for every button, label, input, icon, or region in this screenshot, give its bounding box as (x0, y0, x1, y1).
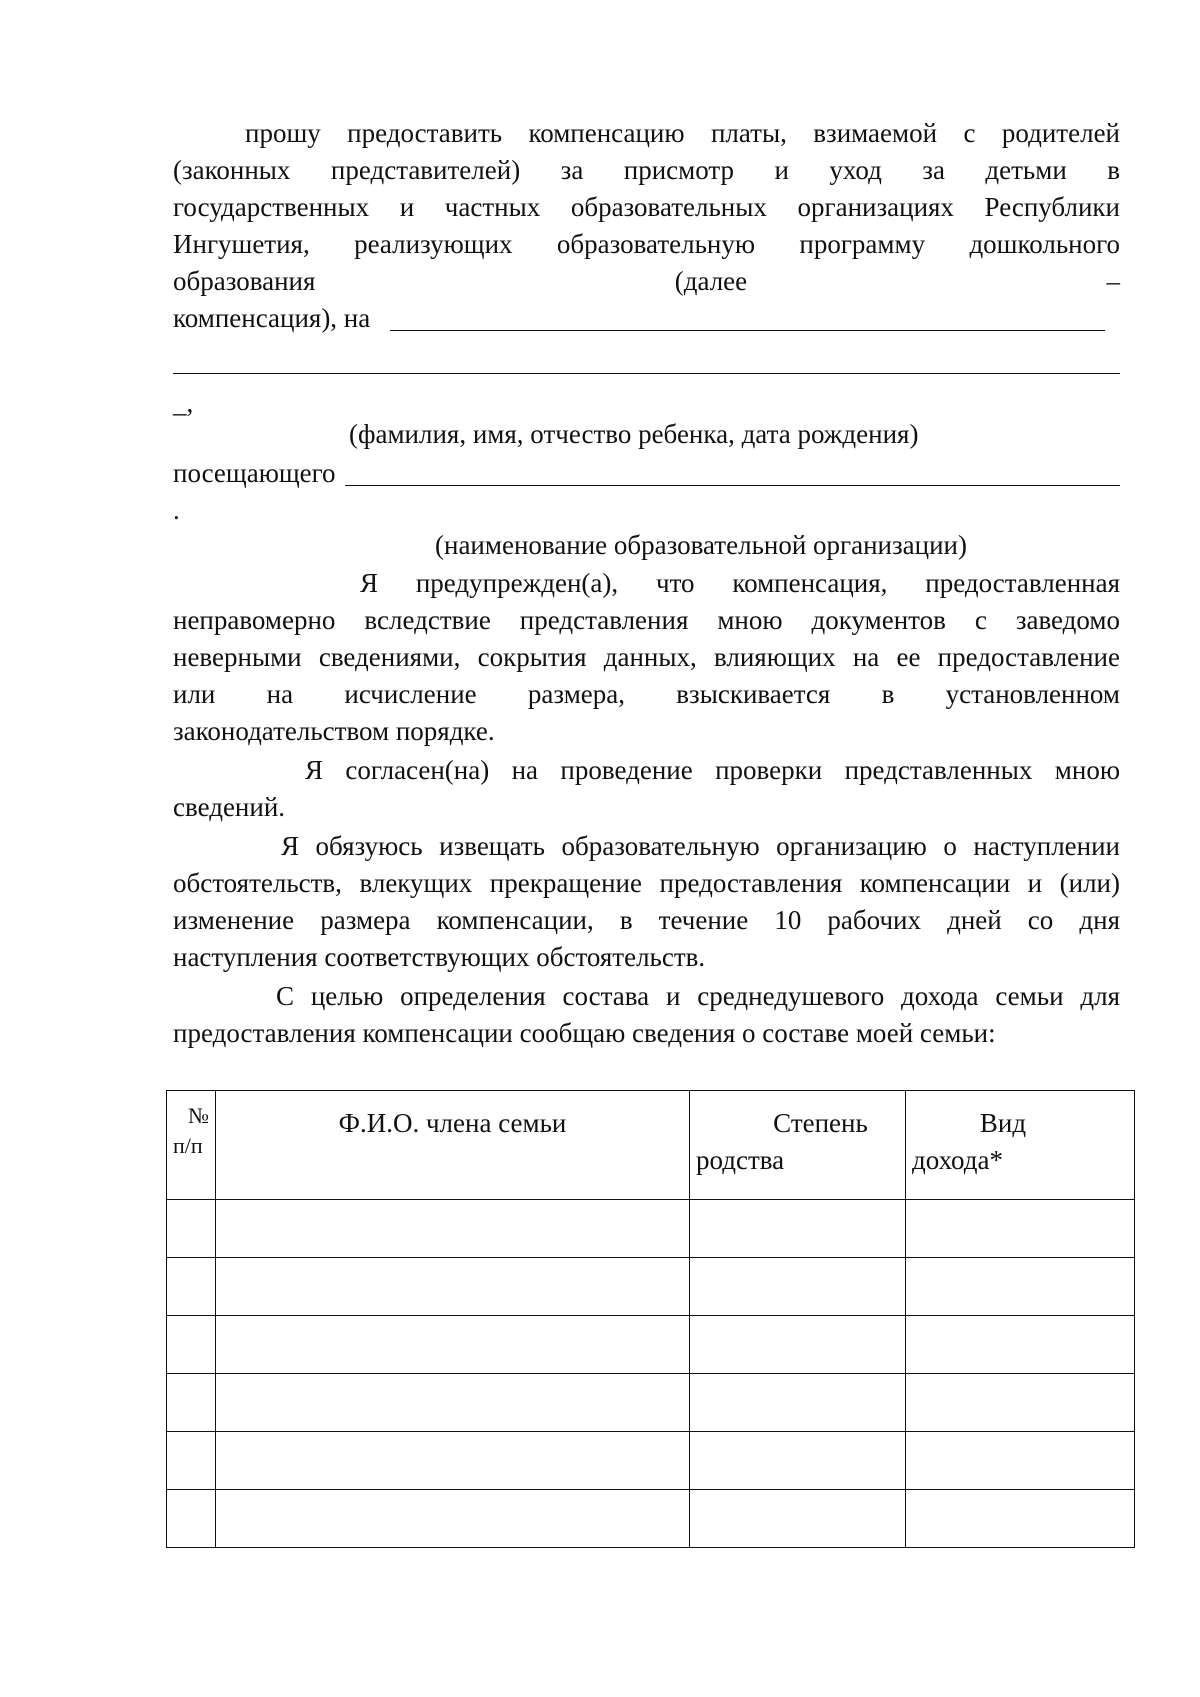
cell-full-name[interactable] (216, 1432, 690, 1490)
warning-line-1: Я предупрежден(а), что компенсация, предоставленная (360, 568, 1120, 598)
compensation-blank-line[interactable] (390, 330, 1105, 331)
table-row (167, 1432, 1135, 1490)
cell-full-name[interactable] (216, 1258, 690, 1316)
cell-number[interactable] (167, 1200, 216, 1258)
header-relationship-1: Степень (773, 1108, 868, 1138)
family-table (166, 1090, 1135, 1548)
header-number-abbr: п/п (173, 1133, 203, 1158)
cell-relationship[interactable] (690, 1316, 906, 1374)
header-income-1: Вид (979, 1108, 1027, 1138)
family-line-2: предоставления компенсации сообщаю сведения о составе моей семьи: (173, 1018, 996, 1048)
cell-number[interactable] (167, 1490, 216, 1548)
family-line-1: С целью определения состава и среднедушевого дохода семьи для (276, 981, 1120, 1011)
request-line-2: (законных представителей) за присмотр и уход за детьми в (173, 155, 1120, 185)
cell-number[interactable] (167, 1374, 216, 1432)
header-number (167, 1091, 216, 1200)
obligation-line-3: изменение размера компенсации, в течение 10 рабочих дней со дня (173, 905, 1120, 935)
cell-income[interactable] (906, 1432, 1135, 1490)
request-line-4: Ингушетия, реализующих образовательную программу дошкольного (173, 229, 1120, 259)
cell-number[interactable] (167, 1316, 216, 1374)
header-relationship-2: родства (696, 1145, 785, 1175)
cell-full-name[interactable] (216, 1316, 690, 1374)
cell-number[interactable] (167, 1258, 216, 1316)
cell-relationship[interactable] (690, 1490, 906, 1548)
table-row (167, 1200, 1135, 1258)
cell-relationship[interactable] (690, 1374, 906, 1432)
obligation-line-1: Я обязуюсь извещать образовательную организацию о наступлении (281, 831, 1120, 861)
cell-relationship[interactable] (690, 1258, 906, 1316)
cell-full-name[interactable] (216, 1374, 690, 1432)
cell-relationship[interactable] (690, 1200, 906, 1258)
table-row (167, 1374, 1135, 1432)
cell-income[interactable] (906, 1258, 1135, 1316)
warning-line-2: неправомерно вследствие представления мною документов с заведомо (173, 605, 1120, 635)
consent-line-1: Я согласен(на) на проведение проверки представленных мною (305, 755, 1120, 785)
header-relationship (690, 1091, 906, 1200)
warning-line-5: законодательством порядке. (173, 716, 495, 746)
cell-full-name[interactable] (216, 1490, 690, 1548)
table-row (167, 1258, 1135, 1316)
obligation-line-2: обстоятельств, влекущих прекращение предоставления компенсации и (или) (173, 868, 1120, 898)
header-number-sign: № (188, 1103, 209, 1128)
request-line-5: образования (далее – (173, 266, 1120, 296)
child-blank-line[interactable] (173, 373, 1120, 374)
org-blank-line[interactable] (345, 485, 1120, 486)
cell-income[interactable] (906, 1200, 1135, 1258)
attending-label: посещающего (173, 458, 336, 488)
header-income-type (906, 1091, 1135, 1200)
table-row (167, 1490, 1135, 1548)
family-table-header (167, 1091, 1135, 1200)
header-full-name: Ф.И.О. члена семьи (216, 1091, 690, 1200)
cell-income[interactable] (906, 1374, 1135, 1432)
cell-full-name[interactable] (216, 1200, 690, 1258)
request-line-1: прошу предоставить компенсацию платы, взимаемой с родителей (245, 118, 1120, 148)
cell-relationship[interactable] (690, 1432, 906, 1490)
request-line-3: государственных и частных образовательных организациях Республики (173, 192, 1120, 222)
org-caption: (наименование образовательной организации) (435, 530, 967, 560)
header-income-2: дохода* (912, 1145, 1003, 1175)
dash-comma: _, (173, 388, 194, 418)
compensation-on-label: компенсация), на (173, 303, 371, 333)
dot: . (173, 495, 180, 525)
warning-line-3: неверными сведениями, сокрытия данных, влияющих на ее предоставление (173, 642, 1120, 672)
cell-income[interactable] (906, 1490, 1135, 1548)
consent-line-2: сведений. (173, 792, 286, 822)
cell-income[interactable] (906, 1316, 1135, 1374)
warning-line-4: или на исчисление размера, взыскивается в установленном (173, 679, 1120, 709)
table-row (167, 1316, 1135, 1374)
child-caption: (фамилия, имя, отчество ребенка, дата рождения) (349, 419, 919, 449)
obligation-line-4: наступления соответствующих обстоятельств. (173, 942, 706, 972)
cell-number[interactable] (167, 1432, 216, 1490)
